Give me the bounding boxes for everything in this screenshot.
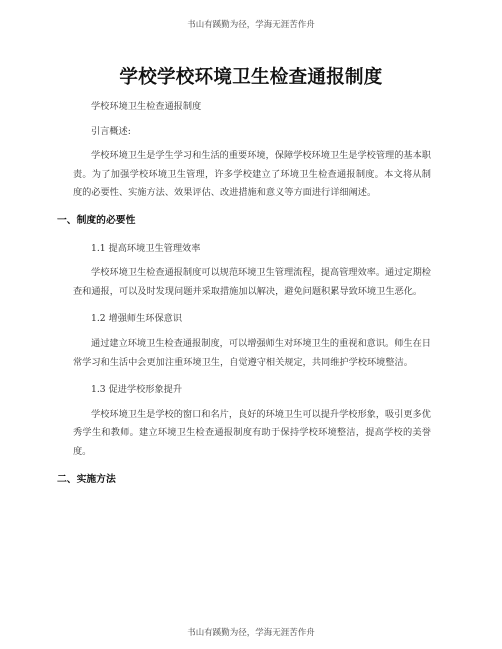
subsection-title-1-1: 1.1 提高环境卫生管理效率 xyxy=(91,242,201,254)
section-heading-1: 一、制度的必要性 xyxy=(57,214,136,226)
subsection-title-1-3: 1.3 促进学校形象提升 xyxy=(91,384,183,396)
subsection-text-1-1: 学校环境卫生检查通报制度可以规范环境卫生管理流程，提高管理效率。通过定期检查和通报，可以及时发现问题并采取措施加以解决，避免问题积累导致环境卫生恶化。 xyxy=(73,267,431,297)
document-body xyxy=(57,92,431,489)
subsection-text-1-2: 通过建立环境卫生检查通报制度，可以增强师生对环境卫生的重视和意识。师生在日常学习和生活中会更加注重环境卫生，自觉遵守相关规定，共同维护学校环境整洁。 xyxy=(73,337,431,368)
running-header: 书山有蹊勤为径，学海无涯苦作舟 xyxy=(187,20,315,30)
subsection-title-1-2: 1.2 增强师生环保意识 xyxy=(91,313,183,325)
intro-label: 引言概述: xyxy=(91,125,131,137)
subsection-text-1-3: 学校环境卫生是学校的窗口和名片，良好的环境卫生可以提升学校形象，吸引更多优秀学生和教师。建立环境卫生检查通报制度有助于保持学校环境整洁，提高学校的美誉度。 xyxy=(73,408,431,457)
document-title: 学校学校环境卫生检查通报制度 xyxy=(119,67,383,88)
intro-paragraph: 学校环境卫生是学生学习和生活的重要环境，保障学校环境卫生是学校管理的基本职责。为了加强学校环境卫生管理，许多学校建立了环境卫生检查通报制度。本文将从制度的必要性、实施方法、效果评估、改进措施和意义等方面进行详细阐述。 xyxy=(73,150,431,199)
section-heading-2: 二、实施方法 xyxy=(57,473,116,485)
subtitle-line: 学校环境卫生检查通报制度 xyxy=(91,101,202,112)
running-footer: 书山有蹊勤为径，学海无涯苦作舟 xyxy=(187,628,315,638)
